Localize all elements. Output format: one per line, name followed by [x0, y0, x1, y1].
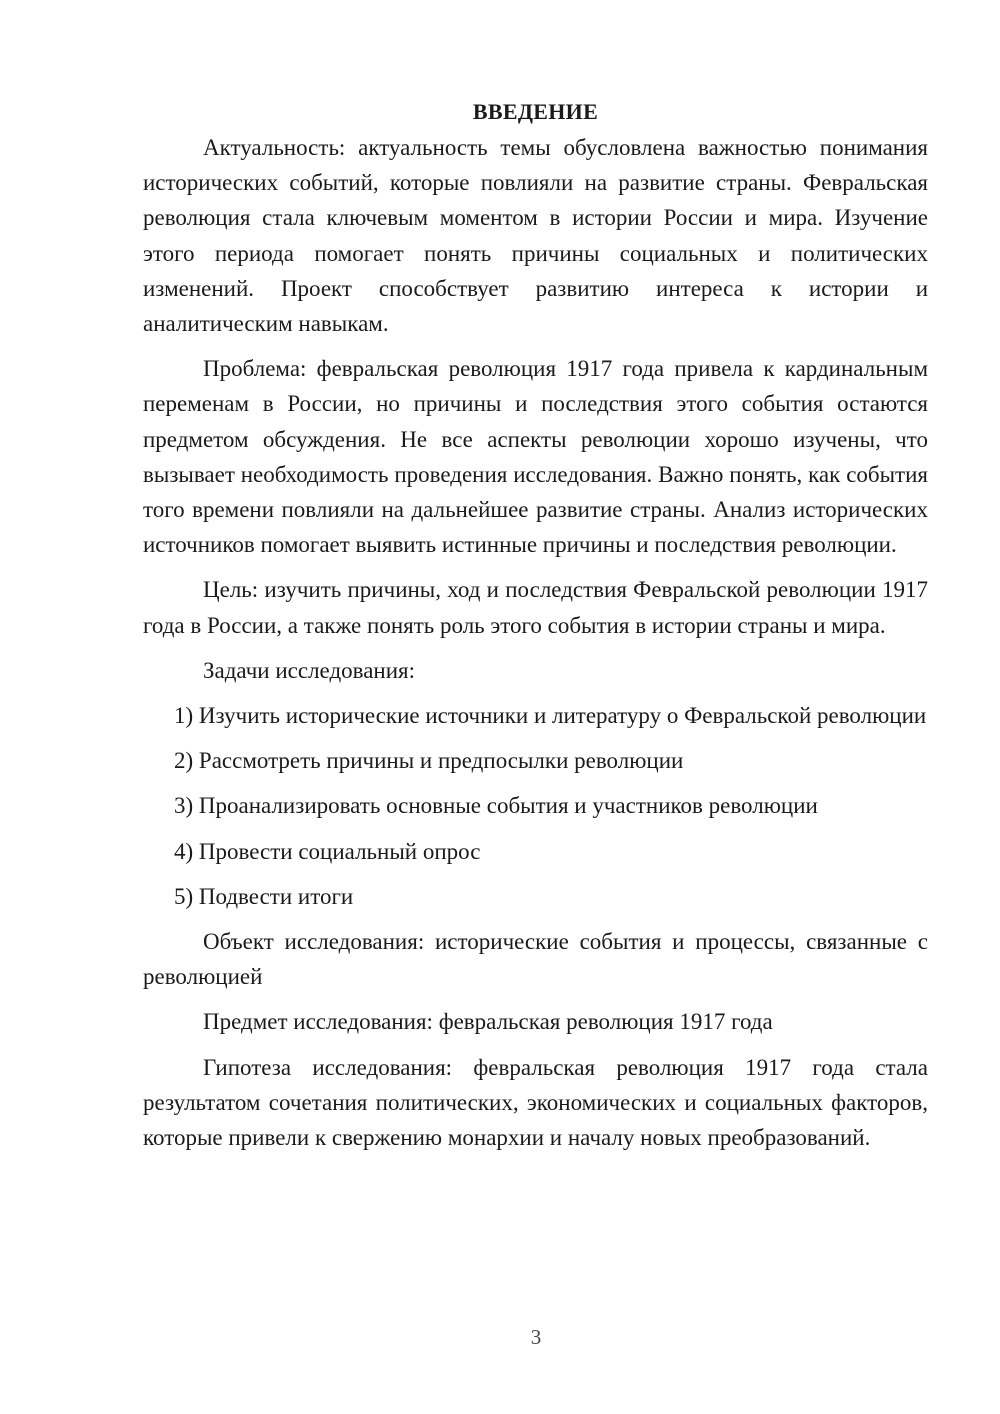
- relevance-paragraph: Актуальность: актуальность темы обусловлена важностью понимания исторических событий, которые повлияли на развитие страны. Февральская революция стала ключевым моментом в истории России и мира. Изучение этого периода помогает понять причины социальных и политических изменений. Проект способствует развитию интереса к истории и аналитическим навыкам.: [143, 135, 928, 337]
- page-body: [143, 94, 928, 1155]
- tasks-heading: Задачи исследования:: [203, 657, 416, 683]
- subject-paragraph: Предмет исследования: февральская революция 1917 года: [203, 1009, 773, 1035]
- task-item-1: 1) Изучить исторические источники и литературу о Февральской революции: [174, 703, 927, 729]
- object-paragraph: Объект исследования: исторические события и процессы, связанные с революцией: [143, 929, 928, 990]
- task-item-3: 3) Проанализировать основные события и участников революции: [174, 793, 818, 819]
- task-item-4: 4) Провести социальный опрос: [174, 838, 481, 864]
- page-number: 3: [530, 1325, 542, 1349]
- section-heading: ВВЕДЕНИЕ: [472, 99, 599, 124]
- problem-paragraph: Проблема: февральская революция 1917 года привела к кардинальным переменам в России, но причины и последствия этого события остаются предметом обсуждения. Не все аспекты революции хорошо изучены, что вызывает необходимость проведения исследования. Важно понять, как события того времени повлияли на дальнейшее развитие страны. Анализ исторических источников помогает выявить истинные причины и последствия революции.: [143, 356, 928, 558]
- task-item-5: 5) Подвести итоги: [174, 883, 354, 909]
- task-item-2: 2) Рассмотреть причины и предпосылки революции: [174, 748, 684, 774]
- goal-paragraph: Цель: изучить причины, ход и последствия Февральской революции 1917 года в России, а также понять роль этого события в истории страны и мира.: [143, 577, 928, 638]
- hypothesis-paragraph: Гипотеза исследования: февральская революция 1917 года стала результатом сочетания политических, экономических и социальных факторов, которые привели к свержению монархии и началу новых преобразований.: [143, 1054, 928, 1151]
